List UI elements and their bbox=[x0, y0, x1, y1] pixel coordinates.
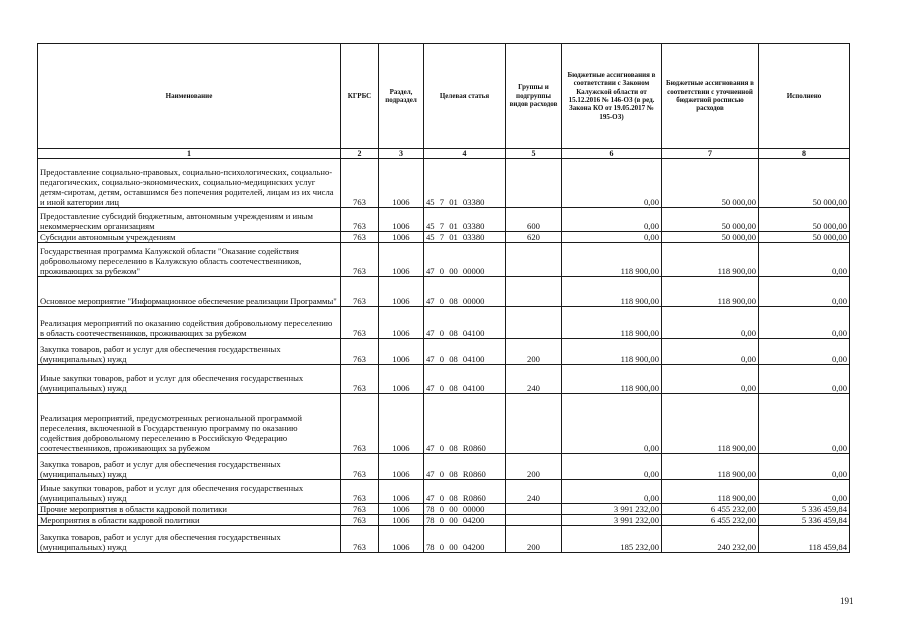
row-section: 1006 bbox=[379, 307, 424, 339]
row-allocation-refined: 50 000,00 bbox=[662, 208, 759, 232]
row-section: 1006 bbox=[379, 504, 424, 515]
row-allocation-refined: 118 900,00 bbox=[662, 277, 759, 307]
column-number: 3 bbox=[379, 149, 424, 159]
table-row bbox=[38, 208, 850, 232]
row-executed: 50 000,00 bbox=[759, 232, 850, 243]
row-kgrbs: 763 bbox=[341, 339, 379, 365]
row-allocation-refined: 240 232,00 bbox=[662, 526, 759, 553]
row-kgrbs: 763 bbox=[341, 526, 379, 553]
row-allocation-law: 118 900,00 bbox=[562, 243, 662, 277]
row-target-article: 45 7 01 03380 bbox=[424, 232, 506, 243]
column-number: 2 bbox=[341, 149, 379, 159]
row-section: 1006 bbox=[379, 515, 424, 526]
row-kgrbs: 763 bbox=[341, 454, 379, 480]
row-expense-group bbox=[506, 504, 562, 515]
row-allocation-law: 0,00 bbox=[562, 159, 662, 208]
row-allocation-law: 0,00 bbox=[562, 232, 662, 243]
row-allocation-refined: 50 000,00 bbox=[662, 159, 759, 208]
row-executed: 0,00 bbox=[759, 243, 850, 277]
budget-table bbox=[37, 43, 850, 553]
row-section: 1006 bbox=[379, 339, 424, 365]
row-kgrbs: 763 bbox=[341, 365, 379, 394]
row-allocation-refined: 118 900,00 bbox=[662, 454, 759, 480]
column-number: 5 bbox=[506, 149, 562, 159]
row-name: Закупка товаров, работ и услуг для обеспечения государственных (муниципальных) нужд bbox=[38, 526, 341, 553]
row-allocation-refined: 118 900,00 bbox=[662, 243, 759, 277]
row-kgrbs: 763 bbox=[341, 504, 379, 515]
row-section: 1006 bbox=[379, 526, 424, 553]
table-row bbox=[38, 394, 850, 454]
row-kgrbs: 763 bbox=[341, 480, 379, 504]
row-allocation-refined: 50 000,00 bbox=[662, 232, 759, 243]
row-expense-group bbox=[506, 277, 562, 307]
row-allocation-law: 0,00 bbox=[562, 394, 662, 454]
header-section: Раздел, подраздел bbox=[379, 44, 424, 149]
row-allocation-refined: 118 900,00 bbox=[662, 394, 759, 454]
table-row bbox=[38, 480, 850, 504]
row-executed: 0,00 bbox=[759, 454, 850, 480]
row-executed: 50 000,00 bbox=[759, 159, 850, 208]
row-target-article: 47 0 08 R0860 bbox=[424, 394, 506, 454]
row-expense-group bbox=[506, 394, 562, 454]
row-allocation-law: 118 900,00 bbox=[562, 339, 662, 365]
row-name: Закупка товаров, работ и услуг для обеспечения государственных (муниципальных) нужд bbox=[38, 454, 341, 480]
header-row bbox=[38, 44, 850, 149]
row-executed: 0,00 bbox=[759, 307, 850, 339]
row-target-article: 47 0 08 R0860 bbox=[424, 454, 506, 480]
row-expense-group bbox=[506, 515, 562, 526]
table-row bbox=[38, 365, 850, 394]
header-allocations-refined: Бюджетные ассигнования в соответствии с уточненной бюджетной росписью расходов bbox=[662, 44, 759, 149]
table-body bbox=[38, 159, 850, 553]
row-executed: 5 336 459,84 bbox=[759, 504, 850, 515]
row-target-article: 47 0 08 00000 bbox=[424, 277, 506, 307]
header-groups: Группы и подгруппы видов расходов bbox=[506, 44, 562, 149]
row-target-article: 47 0 08 04100 bbox=[424, 339, 506, 365]
page-number: 191 bbox=[840, 596, 854, 606]
row-name: Основное мероприятие "Информационное обеспечение реализации Программы" bbox=[38, 277, 341, 307]
row-expense-group: 240 bbox=[506, 480, 562, 504]
row-target-article: 78 0 00 00000 bbox=[424, 504, 506, 515]
row-kgrbs: 763 bbox=[341, 232, 379, 243]
row-allocation-refined: 0,00 bbox=[662, 307, 759, 339]
row-executed: 0,00 bbox=[759, 480, 850, 504]
table-row bbox=[38, 307, 850, 339]
row-name: Иные закупки товаров, работ и услуг для обеспечения государственных (муниципальных) нужд bbox=[38, 365, 341, 394]
column-number: 4 bbox=[424, 149, 506, 159]
header-kgrbs: КГРБС bbox=[341, 44, 379, 149]
row-allocation-law: 3 991 232,00 bbox=[562, 515, 662, 526]
row-kgrbs: 763 bbox=[341, 243, 379, 277]
row-allocation-law: 0,00 bbox=[562, 454, 662, 480]
table-row bbox=[38, 526, 850, 553]
row-allocation-refined: 0,00 bbox=[662, 339, 759, 365]
row-allocation-refined: 0,00 bbox=[662, 365, 759, 394]
table-row bbox=[38, 277, 850, 307]
row-executed: 0,00 bbox=[759, 394, 850, 454]
row-name: Государственная программа Калужской области "Оказание содействия добровольному переселению в Калужскую область соотечественников, проживающих за рубежом" bbox=[38, 243, 341, 277]
row-section: 1006 bbox=[379, 243, 424, 277]
table-row bbox=[38, 515, 850, 526]
row-expense-group: 240 bbox=[506, 365, 562, 394]
row-section: 1006 bbox=[379, 365, 424, 394]
row-target-article: 45 7 01 03380 bbox=[424, 159, 506, 208]
header-target: Целевая статья bbox=[424, 44, 506, 149]
row-allocation-law: 118 900,00 bbox=[562, 307, 662, 339]
row-expense-group: 600 bbox=[506, 208, 562, 232]
row-section: 1006 bbox=[379, 159, 424, 208]
row-name: Мероприятия в области кадровой политики bbox=[38, 515, 341, 526]
row-allocation-refined: 6 455 232,00 bbox=[662, 515, 759, 526]
table-row bbox=[38, 504, 850, 515]
row-allocation-refined: 6 455 232,00 bbox=[662, 504, 759, 515]
row-target-article: 47 0 08 04100 bbox=[424, 307, 506, 339]
row-name: Иные закупки товаров, работ и услуг для обеспечения государственных (муниципальных) нужд bbox=[38, 480, 341, 504]
row-section: 1006 bbox=[379, 454, 424, 480]
row-executed: 50 000,00 bbox=[759, 208, 850, 232]
row-section: 1006 bbox=[379, 232, 424, 243]
row-name: Закупка товаров, работ и услуг для обеспечения государственных (муниципальных) нужд bbox=[38, 339, 341, 365]
table-row bbox=[38, 339, 850, 365]
column-number: 6 bbox=[562, 149, 662, 159]
row-expense-group: 200 bbox=[506, 454, 562, 480]
row-target-article: 47 0 08 04100 bbox=[424, 365, 506, 394]
row-allocation-law: 0,00 bbox=[562, 208, 662, 232]
row-target-article: 45 7 01 03380 bbox=[424, 208, 506, 232]
row-allocation-law: 118 900,00 bbox=[562, 365, 662, 394]
table-row bbox=[38, 243, 850, 277]
row-allocation-refined: 118 900,00 bbox=[662, 480, 759, 504]
table-row bbox=[38, 232, 850, 243]
row-expense-group: 200 bbox=[506, 339, 562, 365]
row-executed: 0,00 bbox=[759, 365, 850, 394]
row-executed: 5 336 459,84 bbox=[759, 515, 850, 526]
row-target-article: 47 0 08 R0860 bbox=[424, 480, 506, 504]
table-row bbox=[38, 159, 850, 208]
header-name: Наименование bbox=[38, 44, 341, 149]
row-kgrbs: 763 bbox=[341, 159, 379, 208]
header-executed: Исполнено bbox=[759, 44, 850, 149]
column-number: 1 bbox=[38, 149, 341, 159]
row-name: Реализация мероприятий, предусмотренных региональной программой переселения, включенной в Государственную программу по оказанию содействия добровольному переселению в Российскую Федерацию соотечественников, проживающих за рубежом bbox=[38, 394, 341, 454]
row-name: Прочие мероприятия в области кадровой политики bbox=[38, 504, 341, 515]
row-kgrbs: 763 bbox=[341, 515, 379, 526]
row-allocation-law: 185 232,00 bbox=[562, 526, 662, 553]
column-number: 8 bbox=[759, 149, 850, 159]
row-executed: 118 459,84 bbox=[759, 526, 850, 553]
row-name: Предоставление социально-правовых, социально-психологических, социально-педагогических, социально-экономических, социально-медицинских услуг детям-сиротам, детям, оставшимся без попечения родителей, лицам из их числа и иной категории лиц bbox=[38, 159, 341, 208]
table-row bbox=[38, 454, 850, 480]
row-expense-group: 200 bbox=[506, 526, 562, 553]
column-number-row bbox=[38, 149, 850, 159]
column-number: 7 bbox=[662, 149, 759, 159]
row-executed: 0,00 bbox=[759, 339, 850, 365]
row-target-article: 47 0 00 00000 bbox=[424, 243, 506, 277]
row-name: Реализация мероприятий по оказанию содействия добровольному переселению в область соотечественников, проживающих за рубежом bbox=[38, 307, 341, 339]
row-expense-group bbox=[506, 307, 562, 339]
row-kgrbs: 763 bbox=[341, 208, 379, 232]
row-section: 1006 bbox=[379, 208, 424, 232]
row-name: Предоставление субсидий бюджетным, автономным учреждениям и иным некоммерческим организациям bbox=[38, 208, 341, 232]
row-name: Субсидии автономным учреждениям bbox=[38, 232, 341, 243]
row-allocation-law: 3 991 232,00 bbox=[562, 504, 662, 515]
row-kgrbs: 763 bbox=[341, 277, 379, 307]
row-target-article: 78 0 00 04200 bbox=[424, 526, 506, 553]
row-section: 1006 bbox=[379, 480, 424, 504]
row-expense-group bbox=[506, 243, 562, 277]
row-target-article: 78 0 00 04200 bbox=[424, 515, 506, 526]
row-kgrbs: 763 bbox=[341, 394, 379, 454]
row-expense-group: 620 bbox=[506, 232, 562, 243]
row-section: 1006 bbox=[379, 277, 424, 307]
header-allocations-law: Бюджетные ассигнования в соответствии с Законом Калужской области от 15.12.2016 № 146-ОЗ (в ред. Закона КО от 19.05.2017 № 195-ОЗ) bbox=[562, 44, 662, 149]
row-allocation-law: 0,00 bbox=[562, 480, 662, 504]
row-expense-group bbox=[506, 159, 562, 208]
row-executed: 0,00 bbox=[759, 277, 850, 307]
row-section: 1006 bbox=[379, 394, 424, 454]
row-allocation-law: 118 900,00 bbox=[562, 277, 662, 307]
row-kgrbs: 763 bbox=[341, 307, 379, 339]
